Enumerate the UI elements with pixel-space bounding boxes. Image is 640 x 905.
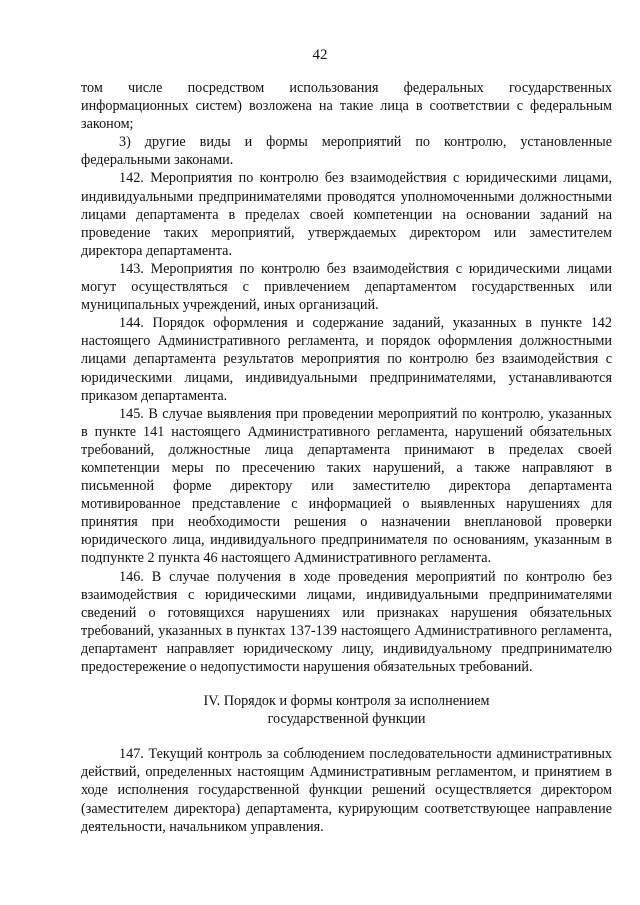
paragraphs-after-heading — [81, 745, 612, 835]
paragraph-continuation: том числе посредством использования федеральных государственных информационных систем) возложена на такие лица в соответствии с федеральным законом; — [81, 80, 612, 133]
paragraph-146: 146. В случае получения в ходе проведения мероприятий по контролю без взаимодействия с юридическими лицами, индивидуальными предпринимателями сведений о готовящихся нарушениях или признаках нарушения обязательных требований, указанных в пунктах 137-139 настоящего Административного регламента, департамент направляет юридическому лицу, индивидуальному предпринимателю предостережение о недопустимости нарушения обязательных требований. — [81, 568, 612, 675]
page-number: 42 — [312, 47, 328, 63]
page-body — [81, 79, 612, 836]
paragraph-142: 142. Мероприятия по контролю без взаимодействия с юридическими лицами, индивидуальными предпринимателями проводятся уполномоченными должностными лицами департамента в пределах своей компетенции на основании заданий на проведение таких мероприятий, утверждаемых директором или заместителем директора департамента. — [81, 170, 612, 259]
paragraph-143: 143. Мероприятия по контролю без взаимодействия с юридическими лицами могут осуществляться с привлечением департаментом государственных или муниципальных учреждений, иных организаций. — [81, 260, 612, 314]
section-heading-line-1: IV. Порядок и формы контроля за исполнением — [203, 693, 490, 710]
paragraph-145: 145. В случае выявления при проведении мероприятий по контролю, указанных в пункте 141 настоящего Административного регламента, нарушений обязательных требований, должностные лица департамента принимают в пределах своей компетенции меры по пресечению таких нарушений, а также направляют в письменной форме директору или заместителю директора департамента мотивированное представление с информацией о выявленных нарушениях для принятия при необходимости решения о назначении внеплановой проверки юридического лица, индивидуального предпринимателя по основаниям, указанным в подпункте 2 пункта 46 настоящего Административного регламента. — [81, 405, 612, 567]
paragraphs-before-heading — [81, 79, 612, 676]
paragraph-147: 147. Текущий контроль за соблюдением последовательности административных действий, определенных настоящим Административным регламентом, и принятием в ходе исполнения государственной функции решений осуществляется директором (заместителем директора) департамента, курирующим соответствующее направление деятельности, начальником управления. — [81, 746, 612, 835]
section-heading — [81, 692, 612, 728]
paragraph-144: 144. Порядок оформления и содержание заданий, указанных в пункте 142 настоящего Административного регламента, и порядок оформления должностными лицами департамента результатов мероприятия по контролю без взаимодействия с юридическими лицами, индивидуальными предпринимателями, устанавливаются приказом департамента. — [81, 315, 612, 404]
section-heading-line-2: государственной функции — [267, 711, 426, 728]
paragraph-item-3: 3) другие виды и формы мероприятий по контролю, установленные федеральными законами. — [81, 134, 612, 169]
